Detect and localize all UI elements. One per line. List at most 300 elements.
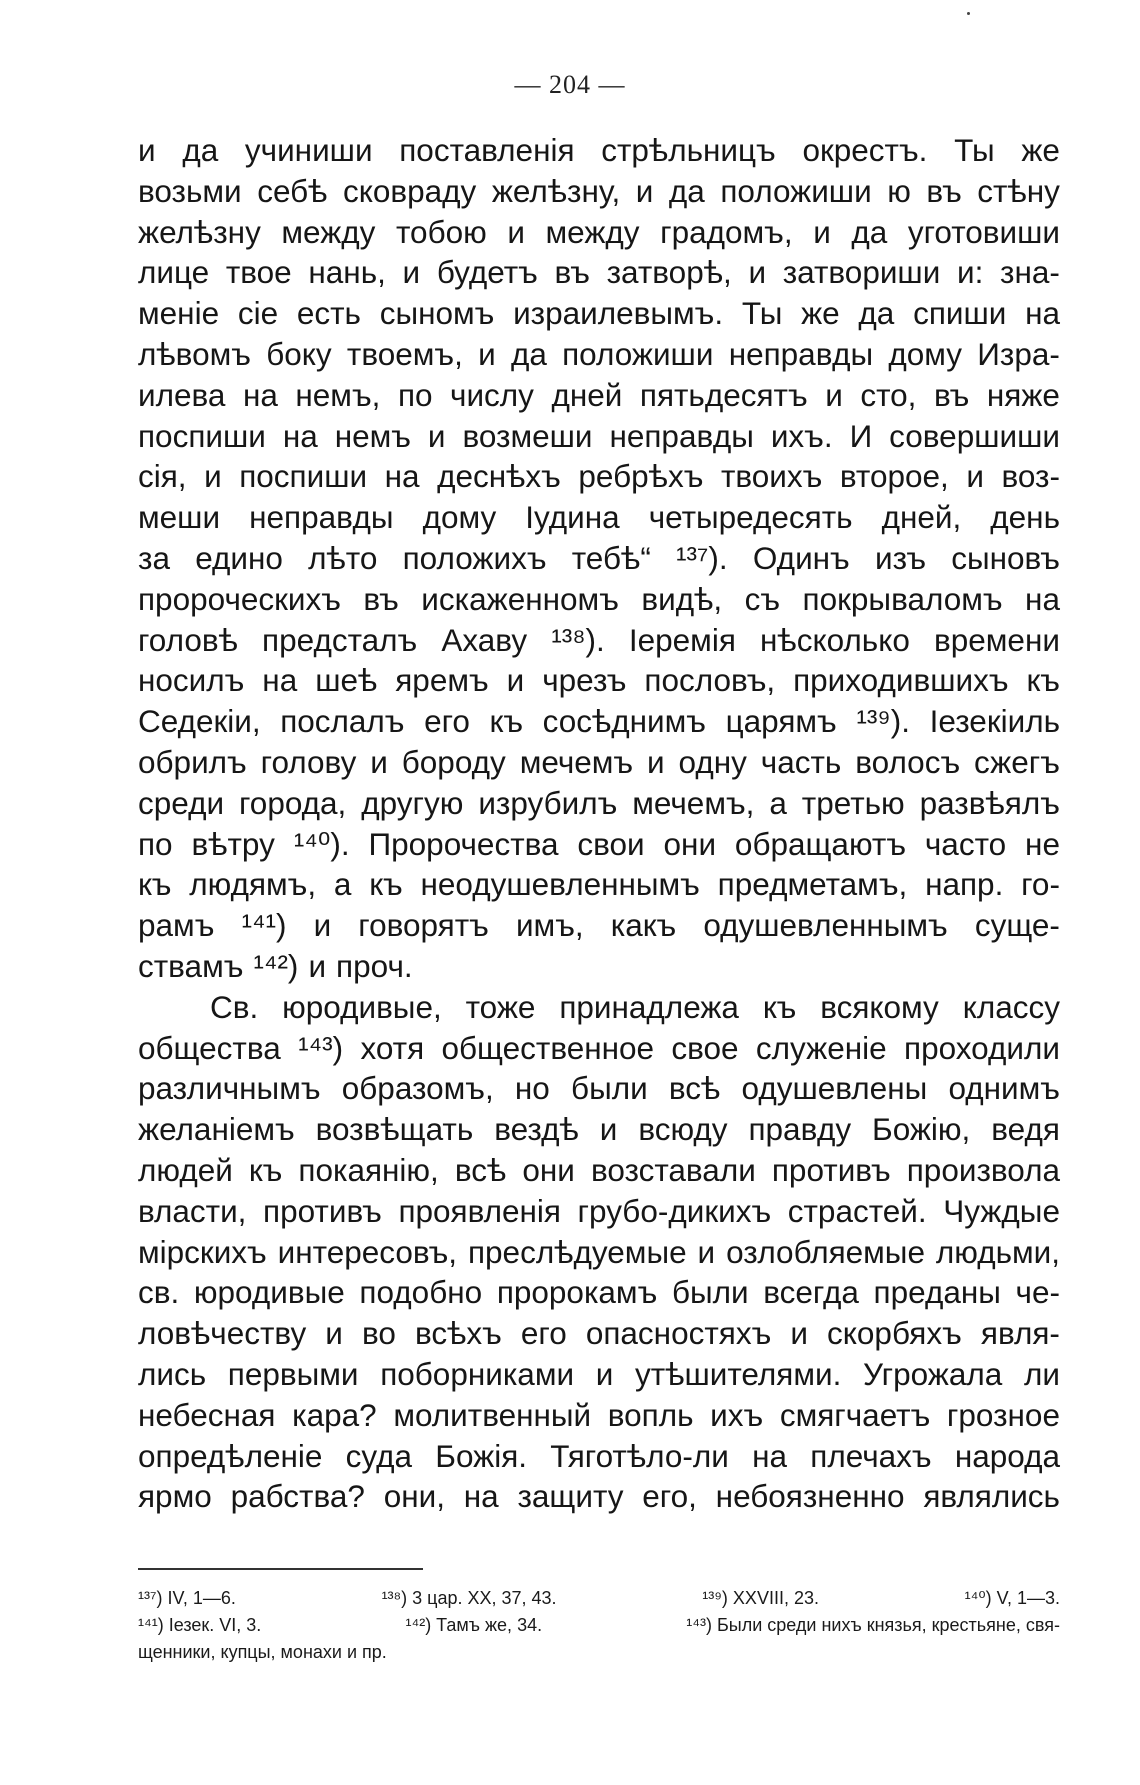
word: поспиши [138,417,266,454]
word: смягчаетъ [779,1396,931,1433]
word: развѣялъ [919,784,1060,821]
word: власти, [138,1192,247,1229]
word: людямъ, [189,866,317,903]
word: людьми, [935,1233,1060,1270]
word: Іезекіиль [929,703,1060,740]
word: шеѣ [315,662,378,699]
word: юродивые [193,1274,345,1311]
text-line [138,416,1060,457]
word: всегда [763,1274,859,1311]
word: суще- [974,907,1060,944]
footnote-entry: ¹³⁷) IV, 1—6. [138,1588,236,1608]
word: проч. [336,947,413,984]
word: и [595,1355,614,1392]
word: ведя [991,1111,1060,1148]
footnote-line [138,1639,1060,1666]
word: числу [450,376,534,413]
word: всѣхъ [414,1315,502,1352]
word: да [858,295,895,332]
word: сыновъ [951,539,1060,576]
word: за [138,539,170,576]
word: его [520,1315,567,1352]
footnote-entry: ¹⁴³) Были среди нихъ князья, крестьяне, свя- [686,1615,1060,1635]
word: на [752,1437,788,1474]
word: затвориши [782,254,941,291]
word: приходившихъ [793,662,1009,699]
word: уготовиши [907,213,1060,250]
word: вездѣ [494,1111,579,1148]
word: въ [554,254,590,291]
word: яремъ [395,662,489,699]
text-line [138,579,1060,620]
word: деснѣхъ [437,458,561,495]
word: вопль [607,1396,694,1433]
word: опредѣленіе [138,1437,323,1474]
text-line [138,620,1060,661]
word: желѣзну [138,213,261,250]
word: и [427,417,446,454]
text-line [138,1150,1060,1191]
word: проявленія [398,1192,561,1229]
text-line [138,1068,1060,1109]
word: скорбяхъ [827,1315,962,1352]
word: Изра- [977,335,1060,372]
word: всякому [820,988,939,1025]
word: дней, [881,499,962,536]
word: одну [678,743,747,780]
word: день [990,499,1060,536]
word: боку [266,335,332,372]
word: на [242,376,278,413]
word: чрезъ [542,662,627,699]
word: да [668,172,705,209]
word: ствамъ [138,947,244,984]
word: Іудина [525,499,620,536]
text-line [138,742,1060,783]
word: твоихъ [720,458,823,495]
word: на [1025,580,1060,617]
word: небесная [138,1396,276,1433]
word: первыми [227,1355,359,1392]
word: Іеремія [628,621,736,658]
word: и [370,743,388,780]
word: рабства? [230,1478,365,1515]
word: изрубилъ [478,784,618,821]
word: Тяготѣло-ли [550,1437,729,1474]
word: и [647,743,665,780]
word: третью [801,784,905,821]
word: хотя [360,1029,425,1066]
word: мірскихъ [138,1233,267,1270]
word: ¹³⁸). [551,621,605,658]
word: преданы [873,1274,1001,1311]
word: возмеши [462,417,593,454]
word: и [325,1315,343,1352]
text-line [138,334,1060,375]
text-line [138,1028,1060,1069]
word: Ты [741,295,783,332]
word: дому [888,335,963,372]
word: и [138,132,156,168]
word: искаженномъ [421,580,619,617]
word: въ [926,172,962,209]
word: его, [642,1478,697,1515]
word: да [182,132,219,168]
word: будетъ [436,254,538,291]
word: сжегъ [974,743,1060,780]
word: возставали [590,1151,756,1188]
word: градомъ, [660,213,793,250]
word: дней [551,376,623,413]
word: по [138,825,173,862]
word: являлись [923,1478,1060,1515]
word: и [506,662,525,699]
word: покаянію, [298,1151,439,1188]
word: есть [296,295,361,332]
word: спиши [913,295,1007,332]
word: головѣ [138,621,238,658]
word: И [849,417,873,454]
word: всѣ [668,1070,721,1107]
word: послалъ [280,703,405,740]
word: возвѣщать [315,1111,474,1148]
word: ли [1023,1355,1060,1392]
word: опасностяхъ [585,1315,772,1352]
footnotes [138,1585,1060,1666]
text-line [138,987,1060,1028]
word: къ [489,703,523,740]
word: сія, [138,458,187,495]
text-line [138,905,1060,946]
word: царямъ [725,703,837,740]
word: образомъ, [341,1070,494,1107]
word: ¹³⁷). [676,539,728,576]
word: окрестъ. [802,132,928,168]
text-line [138,783,1060,824]
word: въ [363,580,399,617]
word: св. [138,1274,180,1311]
word: часто [924,825,1007,862]
word: они [522,1151,575,1188]
word: времени [934,621,1060,658]
word: ¹⁴⁰). [293,825,350,862]
word: тоже [465,988,536,1025]
word: и [478,335,496,372]
word: мечемъ, [632,784,755,821]
footnote-line [138,1585,1060,1612]
word: неправды [249,499,394,536]
word: и [966,458,984,495]
word: дому [422,499,497,536]
word: лись [138,1355,207,1392]
word: изъ [874,539,927,576]
footnote-entry: ¹⁴¹) Іезек. VI, 3. [138,1615,262,1635]
word: явля- [980,1315,1060,1352]
word: же [801,295,840,332]
word: грозное [946,1396,1060,1433]
word: стрѣльницъ [601,132,776,168]
text-line [138,1272,1060,1313]
word: юродивые, [282,988,442,1025]
word: лѣто [308,539,378,576]
word: нѣсколько [760,621,910,658]
word: поспиши [239,458,368,495]
word: четыредесять [648,499,853,536]
speck-mark [967,12,970,15]
word: озлобляемые [726,1233,925,1270]
word: къ [138,866,172,903]
word: преслѣдуемые [467,1233,687,1270]
word: и [204,458,222,495]
word: затворѣ, [606,254,732,291]
text-line [138,660,1060,701]
word: пророческихъ [138,580,341,617]
word: меши [138,499,221,536]
word: по [397,376,433,413]
word: положиши [720,172,872,209]
word: народа [954,1437,1060,1474]
footnote-entry: ¹⁴⁰) V, 1—3. [964,1588,1060,1608]
word: совершиши [889,417,1060,454]
text-line [138,456,1060,497]
word: кара? [292,1396,377,1433]
word: между [545,213,640,250]
text-line [138,1436,1060,1477]
word: общества [138,1029,281,1066]
word: свое [671,1029,739,1066]
word: рамъ [138,907,215,944]
word: а [333,866,352,903]
word: учиниши [244,132,373,168]
word: они [663,825,717,862]
word: всѣ [454,1151,507,1188]
word: другую [361,784,464,821]
word: на [384,458,420,495]
word: ихъ. [770,417,833,454]
word: лице [138,254,210,291]
word: че- [1015,1274,1060,1311]
word: небоязненно [715,1478,905,1515]
word: и [813,213,831,250]
word: были [571,1070,648,1107]
word: защиту [517,1478,624,1515]
word: на [463,1478,499,1515]
word: и [599,1111,618,1148]
word: носилъ [138,662,245,699]
word: Божія. [435,1437,527,1474]
word: не [1025,825,1060,862]
text-line [138,1313,1060,1354]
word: поставленія [399,132,575,168]
word: Ахаву [441,621,528,658]
word: же [1021,132,1060,168]
word: илева [138,376,226,413]
word: плечахъ [810,1437,932,1474]
word: его [424,703,470,740]
word: были [671,1274,749,1311]
text-line [138,946,1060,987]
word: желѣзну, [491,172,621,209]
word: ¹³⁹). [856,703,911,740]
word: однимъ [948,1070,1060,1107]
word: между [281,213,376,250]
word: второе, [839,458,949,495]
word: ю [887,172,911,209]
word: общественное [441,1029,655,1066]
text-line [138,1109,1060,1150]
word: къ [1026,662,1060,699]
word: ловѣчеству [138,1315,307,1352]
word: на [282,417,318,454]
word: а [769,784,787,821]
text-line [138,1191,1060,1232]
word: на [262,662,298,699]
word: служеніе [755,1029,887,1066]
word: различнымъ [138,1070,321,1107]
word: сіе [237,295,279,332]
word: неправды [728,335,874,372]
word: возьми [138,172,242,209]
word: сосѣднимъ [542,703,706,740]
word: едино [195,539,283,576]
text-line [138,864,1060,905]
word: и [748,254,767,291]
word: произвола [906,1151,1060,1188]
word: поборниками [380,1355,575,1392]
word: и [697,1233,716,1270]
text-line [138,130,1060,171]
word: часть [760,743,842,780]
word: сыномъ [379,295,495,332]
word: и [635,172,654,209]
text-line [138,1354,1060,1395]
word: обращаютъ [734,825,907,862]
word: зна- [1000,254,1060,291]
text-line [138,1476,1060,1517]
word: Пророчества [368,825,559,862]
page-number: — 204 — [514,70,626,99]
word: ¹⁴³) [298,1029,344,1066]
main-text [138,130,1060,1517]
text-line [138,538,1060,579]
word: голову [260,743,357,780]
word: ярмо [138,1478,212,1515]
word: израилевымъ. [513,295,724,332]
word: интересовъ, [277,1233,458,1270]
word: принадлежа [559,988,739,1025]
word: твоемъ, [346,335,463,372]
word: свои [577,825,645,862]
text-line [138,1232,1060,1273]
word: меніе [138,295,220,332]
word: стѣну [977,172,1060,209]
word: волосъ [855,743,961,780]
word: и: [956,254,984,291]
text-line [138,375,1060,416]
word: ихъ [710,1396,764,1433]
footnote-divider [138,1568,423,1570]
footnote-entry: ¹⁴²) Тамъ же, 34. [405,1615,543,1635]
word: и [402,254,421,291]
word: предсталъ [262,621,418,658]
word: съ [744,580,781,617]
word: города, [239,784,347,821]
word: сто, [860,376,917,413]
word: говорятъ [358,907,489,944]
text-line [138,1395,1060,1436]
word: правду [748,1111,852,1148]
word: да [851,213,888,250]
word: и [313,907,332,944]
word: предметамъ, [717,866,908,903]
word: всюду [638,1111,728,1148]
word: неправды [609,417,754,454]
word: воз- [1001,458,1060,495]
word: имъ, [515,907,584,944]
word: грубо-дикихъ [577,1192,772,1229]
word: покрываломъ [802,580,1003,617]
word: подобно [359,1274,483,1311]
word: но [514,1070,550,1107]
word: классу [962,988,1060,1025]
word: противъ [771,1151,891,1188]
footnote-entry: щенники, купцы, монахи и пр. [138,1642,387,1662]
text-line [138,701,1060,742]
word: одушевлены [741,1070,928,1107]
word: нань, [308,254,386,291]
word: и [507,213,525,250]
word: няже [986,376,1060,413]
text-line [138,212,1060,253]
word: неодушевленнымъ [420,866,700,903]
word: положиши [562,335,714,372]
word: ¹⁴²) [253,947,299,984]
word: немъ [334,417,411,454]
text-line [138,252,1060,293]
word: и [825,376,843,413]
footnote-line [138,1612,1060,1639]
word: Божію, [872,1111,971,1148]
word: Св. [210,988,259,1025]
word: къ [369,866,403,903]
word: ¹⁴¹) [241,907,287,944]
word: Угрожала [863,1355,1003,1392]
word: утѣшителями. [635,1355,842,1392]
word: къ [248,1151,283,1188]
word: страстей. [787,1192,927,1229]
word: людей [138,1151,233,1188]
word: суда [345,1437,413,1474]
word: во [361,1315,396,1352]
word: напр. [925,866,1004,903]
word: го- [1021,866,1060,903]
word: Чуждые [943,1192,1060,1229]
word: Седекіи, [138,703,261,740]
word: обрилъ [138,743,247,780]
word: какъ [610,907,677,944]
word: Одинъ [752,539,850,576]
word: да [510,335,547,372]
word: сковраду [342,172,477,209]
word: пословъ, [644,662,776,699]
text-line [138,824,1060,865]
word: бороду [401,743,506,780]
word: видѣ, [641,580,723,617]
word: положихъ [402,539,547,576]
footnote-entry: ¹³⁸) 3 цар. XX, 37, 43. [381,1588,557,1608]
word: тобою [395,213,487,250]
word: къ [762,988,797,1025]
